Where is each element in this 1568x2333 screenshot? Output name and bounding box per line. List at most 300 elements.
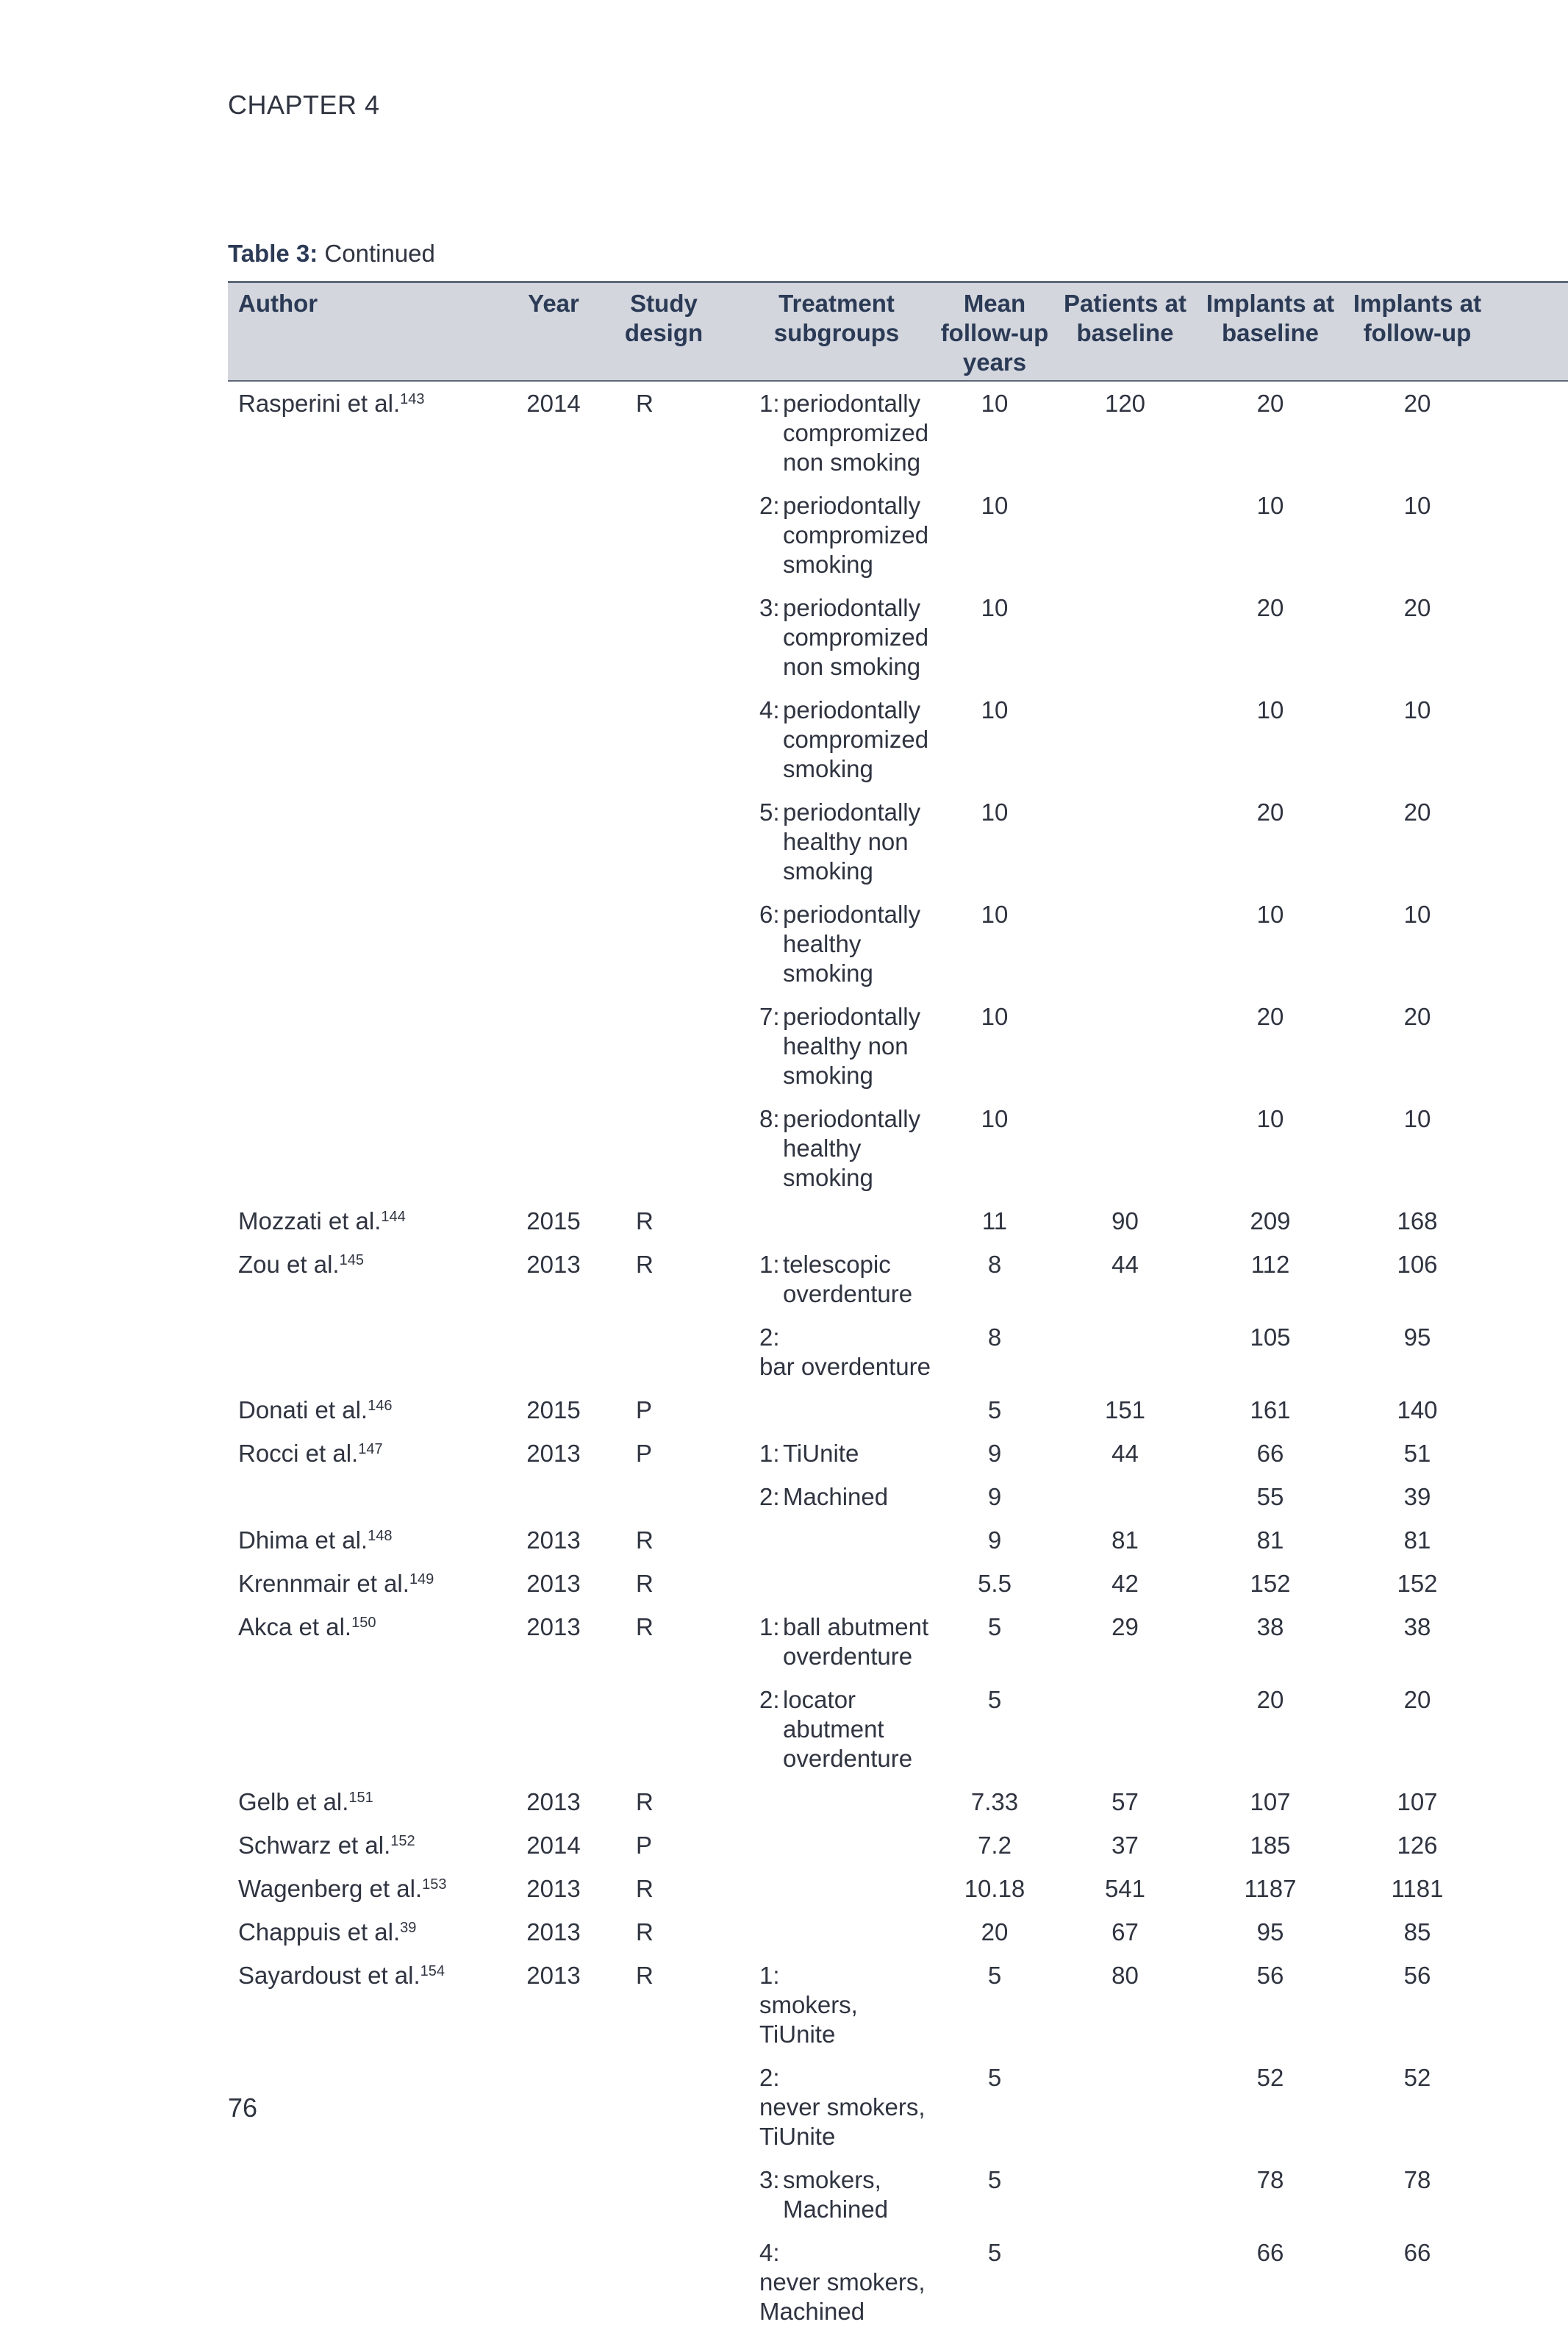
treatment-cell bbox=[737, 1315, 936, 1388]
patients-baseline-cell: 44 bbox=[1111, 1440, 1139, 1467]
year-cell: 2013 bbox=[526, 1526, 581, 1554]
study-design-cell: R bbox=[636, 390, 654, 417]
subgroup-number: 1: bbox=[759, 1251, 780, 1278]
table-row bbox=[228, 1388, 1568, 1432]
implants-followup-cell: 20 bbox=[1403, 390, 1431, 417]
patients-baseline-cell: 80 bbox=[1111, 1962, 1139, 1989]
year-cell bbox=[517, 688, 590, 790]
study-design-cell bbox=[590, 893, 737, 995]
subgroup-number: 2: bbox=[759, 1686, 780, 1713]
table-caption-label: Table 3: bbox=[228, 240, 318, 267]
treatment-cell bbox=[737, 2056, 936, 2158]
table-row bbox=[228, 1678, 1568, 1780]
treatment-cell bbox=[737, 1678, 936, 1780]
mean-followup-cell: 5 bbox=[987, 1686, 1002, 1713]
study-design-cell: R bbox=[636, 1788, 654, 1815]
treatment-cell bbox=[737, 1199, 936, 1243]
patients-baseline-cell: 57 bbox=[1111, 1788, 1139, 1815]
table-row bbox=[228, 893, 1568, 995]
implants-baseline-cell: 10 bbox=[1256, 901, 1284, 928]
row-spacer bbox=[1491, 381, 1568, 484]
mean-followup-cell: 9 bbox=[987, 1440, 1002, 1467]
implants-followup-cell: 78 bbox=[1403, 2166, 1431, 2193]
mean-followup-cell: 10 bbox=[981, 1105, 1009, 1132]
reference-number: 145 bbox=[339, 1252, 364, 1268]
table-row bbox=[228, 1475, 1568, 1518]
implants-followup-cell: 106 bbox=[1397, 1251, 1438, 1278]
author-cell bbox=[228, 790, 517, 893]
implants-followup-cell: 140 bbox=[1397, 1396, 1438, 1423]
row-spacer bbox=[1491, 1867, 1568, 1910]
author-cell bbox=[228, 1315, 517, 1388]
patients-baseline-cell: 90 bbox=[1111, 1207, 1139, 1235]
implants-baseline-cell: 20 bbox=[1256, 1686, 1284, 1713]
study-design-cell bbox=[590, 790, 737, 893]
author-cell bbox=[228, 893, 517, 995]
subgroup-label: never smokers, Machined bbox=[759, 2268, 926, 2325]
treatment-cell bbox=[737, 586, 936, 688]
subgroup-number: 6: bbox=[759, 901, 780, 928]
subgroup-number: 2: bbox=[759, 2064, 780, 2091]
table-row bbox=[228, 1432, 1568, 1475]
subgroup-label: Machined bbox=[783, 1483, 889, 1510]
author-cell bbox=[228, 1605, 517, 1678]
table-caption bbox=[228, 240, 435, 268]
implants-followup-cell: 81 bbox=[1403, 1526, 1431, 1554]
table-row bbox=[228, 1315, 1568, 1388]
year-cell bbox=[517, 2231, 590, 2333]
author-name: Akca et al. bbox=[238, 1613, 352, 1640]
year-cell bbox=[517, 1678, 590, 1780]
implants-followup-cell: 20 bbox=[1403, 594, 1431, 621]
implants-followup-cell: 10 bbox=[1403, 696, 1431, 724]
table-caption-text: Continued bbox=[318, 240, 435, 267]
row-spacer bbox=[1491, 586, 1568, 688]
implants-baseline-cell: 10 bbox=[1256, 696, 1284, 724]
row-spacer bbox=[1491, 2231, 1568, 2333]
implants-baseline-cell: 161 bbox=[1250, 1396, 1291, 1423]
column-header: Author bbox=[228, 282, 517, 382]
implants-baseline-cell: 105 bbox=[1250, 1323, 1291, 1351]
mean-followup-cell: 10 bbox=[981, 492, 1009, 519]
year-cell: 2013 bbox=[526, 1251, 581, 1278]
row-spacer bbox=[1491, 893, 1568, 995]
implants-baseline-cell: 10 bbox=[1256, 1105, 1284, 1132]
row-spacer bbox=[1491, 1475, 1568, 1518]
table-row bbox=[228, 1243, 1568, 1315]
implants-baseline-cell: 78 bbox=[1256, 2166, 1284, 2193]
study-design-cell: R bbox=[636, 1526, 654, 1554]
author-name: Donati et al. bbox=[238, 1396, 368, 1423]
year-cell: 2013 bbox=[526, 1613, 581, 1640]
implants-baseline-cell: 66 bbox=[1256, 2239, 1284, 2266]
treatment-cell bbox=[737, 484, 936, 586]
study-design-cell bbox=[590, 2231, 737, 2333]
table-row bbox=[228, 995, 1568, 1097]
reference-number: 144 bbox=[381, 1209, 406, 1225]
study-design-cell: R bbox=[636, 1207, 654, 1235]
subgroup-number: 2: bbox=[759, 492, 780, 519]
author-cell bbox=[228, 1562, 517, 1605]
mean-followup-cell: 10 bbox=[981, 798, 1009, 826]
mean-followup-cell: 5 bbox=[987, 1613, 1002, 1640]
subgroup-label: periodontally compromized smoking bbox=[783, 492, 929, 578]
reference-number: 149 bbox=[409, 1571, 434, 1587]
author-name: Zou et al. bbox=[238, 1251, 340, 1278]
patients-baseline-cell: 120 bbox=[1104, 390, 1146, 417]
implants-baseline-cell: 56 bbox=[1256, 1962, 1284, 1989]
column-header: Study design bbox=[590, 282, 737, 382]
row-spacer bbox=[1491, 2158, 1568, 2231]
subgroup-label: smokers, TiUnite bbox=[759, 1991, 858, 2048]
author-name: Gelb et al. bbox=[238, 1788, 349, 1815]
subgroup-label: periodontally healthy non smoking bbox=[783, 1003, 921, 1089]
table-row bbox=[228, 2056, 1568, 2158]
study-design-cell: R bbox=[636, 1570, 654, 1597]
study-design-cell: R bbox=[636, 1875, 654, 1902]
subgroup-number: 3: bbox=[759, 594, 780, 621]
table-row bbox=[228, 381, 1568, 484]
author-cell bbox=[228, 1432, 517, 1475]
mean-followup-cell: 9 bbox=[987, 1483, 1002, 1510]
row-spacer bbox=[1491, 1562, 1568, 1605]
table-row bbox=[228, 1562, 1568, 1605]
reference-number: 143 bbox=[400, 391, 425, 407]
table-row bbox=[228, 1097, 1568, 1199]
implants-followup-cell: 1181 bbox=[1391, 1875, 1444, 1902]
mean-followup-cell: 5 bbox=[987, 1962, 1002, 1989]
row-spacer bbox=[1491, 1097, 1568, 1199]
author-cell bbox=[228, 1678, 517, 1780]
subgroup-number: 1: bbox=[759, 1440, 780, 1467]
implants-baseline-cell: 112 bbox=[1250, 1251, 1290, 1278]
study-design-cell: P bbox=[636, 1396, 653, 1423]
year-cell bbox=[517, 2158, 590, 2231]
subgroup-number: 2: bbox=[759, 1483, 780, 1510]
implants-followup-cell: 152 bbox=[1397, 1570, 1438, 1597]
study-design-cell bbox=[590, 586, 737, 688]
study-design-cell: P bbox=[636, 1440, 653, 1467]
row-spacer bbox=[1491, 1243, 1568, 1315]
year-cell: 2013 bbox=[526, 1440, 581, 1467]
treatment-cell bbox=[737, 1097, 936, 1199]
column-header: Mean follow-up years bbox=[936, 282, 1053, 382]
author-name: Rocci et al. bbox=[238, 1440, 359, 1467]
year-cell bbox=[517, 1097, 590, 1199]
page-number: 76 bbox=[228, 2093, 258, 2123]
table-row bbox=[228, 1605, 1568, 1678]
reference-number: 150 bbox=[351, 1615, 376, 1631]
implants-followup-cell: 85 bbox=[1403, 1918, 1431, 1946]
results-table bbox=[228, 281, 1568, 2333]
patients-baseline-cell: 29 bbox=[1111, 1613, 1139, 1640]
subgroup-label: bar overdenture bbox=[759, 1353, 931, 1380]
study-design-cell bbox=[590, 484, 737, 586]
mean-followup-cell: 5 bbox=[987, 2064, 1002, 2091]
year-cell bbox=[517, 893, 590, 995]
implants-baseline-cell: 38 bbox=[1256, 1613, 1284, 1640]
mean-followup-cell: 10 bbox=[981, 696, 1009, 724]
implants-baseline-cell: 10 bbox=[1256, 492, 1284, 519]
treatment-cell bbox=[737, 1518, 936, 1562]
patients-baseline-cell: 151 bbox=[1104, 1396, 1146, 1423]
treatment-cell bbox=[737, 995, 936, 1097]
reference-number: 151 bbox=[348, 1790, 373, 1806]
patients-baseline-cell: 42 bbox=[1111, 1570, 1139, 1597]
author-cell bbox=[228, 484, 517, 586]
author-name: Mozzati et al. bbox=[238, 1207, 382, 1235]
subgroup-label: TiUnite bbox=[783, 1440, 859, 1467]
column-header: Implants at baseline bbox=[1197, 282, 1344, 382]
table-row bbox=[228, 2231, 1568, 2333]
study-design-cell bbox=[590, 2056, 737, 2158]
patients-baseline-cell: 81 bbox=[1111, 1526, 1139, 1554]
row-spacer bbox=[1491, 2056, 1568, 2158]
treatment-cell bbox=[737, 2158, 936, 2231]
mean-followup-cell: 8 bbox=[987, 1251, 1002, 1278]
row-spacer bbox=[1491, 1432, 1568, 1475]
implants-baseline-cell: 20 bbox=[1256, 594, 1284, 621]
column-header: Year bbox=[517, 282, 590, 382]
column-header: Implants at follow-up bbox=[1344, 282, 1491, 382]
year-cell bbox=[517, 995, 590, 1097]
implants-followup-cell: 20 bbox=[1403, 798, 1431, 826]
implants-baseline-cell: 152 bbox=[1250, 1570, 1291, 1597]
author-cell bbox=[228, 2056, 517, 2158]
subgroup-label: periodontally compromized non smoking bbox=[783, 390, 929, 476]
mean-followup-cell: 5 bbox=[987, 1396, 1002, 1423]
patients-baseline-cell bbox=[1053, 1475, 1197, 1518]
year-cell: 2013 bbox=[526, 1918, 581, 1946]
table-row bbox=[228, 484, 1568, 586]
author-cell bbox=[228, 381, 517, 484]
implants-followup-cell: 107 bbox=[1397, 1788, 1438, 1815]
patients-baseline-cell: 37 bbox=[1111, 1832, 1139, 1859]
row-spacer bbox=[1491, 1780, 1568, 1823]
patients-baseline-cell bbox=[1053, 790, 1197, 893]
row-spacer bbox=[1491, 790, 1568, 893]
reference-number: 148 bbox=[368, 1528, 393, 1544]
subgroup-label: telescopic overdenture bbox=[783, 1251, 913, 1307]
implants-followup-cell: 10 bbox=[1403, 1105, 1431, 1132]
subgroup-label: periodontally compromized smoking bbox=[783, 696, 929, 782]
author-cell bbox=[228, 586, 517, 688]
implants-followup-cell: 38 bbox=[1403, 1613, 1431, 1640]
subgroup-number: 1: bbox=[759, 1613, 780, 1640]
mean-followup-cell: 10 bbox=[981, 594, 1009, 621]
row-spacer bbox=[1491, 1199, 1568, 1243]
year-cell: 2014 bbox=[526, 1832, 581, 1859]
patients-baseline-cell bbox=[1053, 2158, 1197, 2231]
mean-followup-cell: 5 bbox=[987, 2166, 1002, 2193]
patients-baseline-cell bbox=[1053, 1315, 1197, 1388]
subgroup-label: periodontally healthy smoking bbox=[783, 901, 921, 987]
treatment-cell bbox=[737, 1867, 936, 1910]
patients-baseline-cell bbox=[1053, 688, 1197, 790]
table-body bbox=[228, 381, 1568, 2333]
treatment-cell bbox=[737, 1910, 936, 1954]
year-cell: 2013 bbox=[526, 1962, 581, 1989]
table-row bbox=[228, 1518, 1568, 1562]
author-cell bbox=[228, 1475, 517, 1518]
year-cell: 2014 bbox=[526, 390, 581, 417]
author-cell bbox=[228, 1518, 517, 1562]
author-cell bbox=[228, 1867, 517, 1910]
treatment-cell bbox=[737, 688, 936, 790]
implants-baseline-cell: 185 bbox=[1250, 1832, 1291, 1859]
study-design-cell bbox=[590, 1475, 737, 1518]
table-row bbox=[228, 1823, 1568, 1867]
implants-baseline-cell: 95 bbox=[1256, 1918, 1284, 1946]
author-name: Schwarz et al. bbox=[238, 1832, 391, 1859]
author-name: Krennmair et al. bbox=[238, 1570, 409, 1597]
row-spacer bbox=[1491, 688, 1568, 790]
reference-number: 153 bbox=[422, 1876, 447, 1893]
year-cell: 2013 bbox=[526, 1788, 581, 1815]
implants-baseline-cell: 20 bbox=[1256, 1003, 1284, 1030]
author-name: Sayardoust et al. bbox=[238, 1962, 420, 1989]
subgroup-label: ball abutment overdenture bbox=[783, 1613, 929, 1670]
author-name: Rasperini et al. bbox=[238, 390, 401, 417]
subgroup-label: periodontally healthy smoking bbox=[783, 1105, 921, 1191]
patients-baseline-cell bbox=[1053, 1678, 1197, 1780]
table-row bbox=[228, 1867, 1568, 1910]
treatment-cell bbox=[737, 1388, 936, 1432]
subgroup-label: periodontally compromized non smoking bbox=[783, 594, 929, 680]
patients-baseline-cell bbox=[1053, 995, 1197, 1097]
treatment-cell bbox=[737, 893, 936, 995]
row-spacer bbox=[1491, 1605, 1568, 1678]
study-design-cell: R bbox=[636, 1962, 654, 1989]
implants-followup-cell: 168 bbox=[1397, 1207, 1438, 1235]
study-design-cell: P bbox=[636, 1832, 653, 1859]
subgroup-label: periodontally healthy non smoking bbox=[783, 798, 921, 885]
chapter-heading: CHAPTER 4 bbox=[228, 90, 380, 120]
table-row bbox=[228, 688, 1568, 790]
implants-followup-cell: 56 bbox=[1403, 1962, 1431, 1989]
patients-baseline-cell bbox=[1053, 484, 1197, 586]
treatment-cell bbox=[737, 1954, 936, 2056]
author-cell bbox=[228, 995, 517, 1097]
mean-followup-cell: 5.5 bbox=[978, 1570, 1012, 1597]
table-row bbox=[228, 1199, 1568, 1243]
treatment-cell bbox=[737, 1243, 936, 1315]
header-spacer bbox=[1491, 282, 1568, 382]
mean-followup-cell: 7.33 bbox=[970, 1788, 1019, 1815]
study-design-cell bbox=[590, 1315, 737, 1388]
author-cell bbox=[228, 1954, 517, 2056]
row-spacer bbox=[1491, 1678, 1568, 1780]
patients-baseline-cell bbox=[1053, 586, 1197, 688]
subgroup-number: 7: bbox=[759, 1003, 780, 1030]
reference-number: 152 bbox=[390, 1833, 415, 1849]
implants-baseline-cell: 209 bbox=[1250, 1207, 1291, 1235]
reference-number: 154 bbox=[420, 1963, 445, 1979]
treatment-cell bbox=[737, 381, 936, 484]
subgroup-number: 8: bbox=[759, 1105, 780, 1132]
column-header: Treatment subgroups bbox=[737, 282, 936, 382]
author-cell bbox=[228, 2231, 517, 2333]
subgroup-label: locator abutment overdenture bbox=[783, 1686, 913, 1772]
patients-baseline-cell bbox=[1053, 893, 1197, 995]
subgroup-number: 1: bbox=[759, 1962, 780, 1989]
row-spacer bbox=[1491, 484, 1568, 586]
row-spacer bbox=[1491, 1823, 1568, 1867]
implants-followup-cell: 20 bbox=[1403, 1003, 1431, 1030]
table-row bbox=[228, 1780, 1568, 1823]
table-row bbox=[228, 790, 1568, 893]
patients-baseline-cell: 44 bbox=[1111, 1251, 1139, 1278]
table-row bbox=[228, 1910, 1568, 1954]
author-cell bbox=[228, 688, 517, 790]
mean-followup-cell: 20 bbox=[981, 1918, 1009, 1946]
treatment-cell bbox=[737, 1475, 936, 1518]
subgroup-number: 5: bbox=[759, 798, 780, 826]
table-row bbox=[228, 586, 1568, 688]
row-spacer bbox=[1491, 1518, 1568, 1562]
row-spacer bbox=[1491, 1315, 1568, 1388]
author-cell bbox=[228, 1910, 517, 1954]
mean-followup-cell: 5 bbox=[987, 2239, 1002, 2266]
subgroup-label: smokers, Machined bbox=[783, 2166, 889, 2223]
row-spacer bbox=[1491, 1388, 1568, 1432]
study-design-cell bbox=[590, 1678, 737, 1780]
mean-followup-cell: 11 bbox=[981, 1207, 1008, 1235]
treatment-cell bbox=[737, 1780, 936, 1823]
author-cell bbox=[228, 1243, 517, 1315]
table-header-row bbox=[228, 282, 1568, 382]
year-cell: 2015 bbox=[526, 1396, 581, 1423]
implants-baseline-cell: 52 bbox=[1256, 2064, 1284, 2091]
study-design-cell: R bbox=[636, 1251, 654, 1278]
year-cell bbox=[517, 1315, 590, 1388]
treatment-cell bbox=[737, 1432, 936, 1475]
author-cell bbox=[228, 1388, 517, 1432]
reference-number: 147 bbox=[358, 1441, 383, 1457]
implants-baseline-cell: 20 bbox=[1256, 798, 1284, 826]
implants-baseline-cell: 81 bbox=[1256, 1526, 1284, 1554]
implants-followup-cell: 66 bbox=[1403, 2239, 1431, 2266]
row-spacer bbox=[1491, 1954, 1568, 2056]
author-name: Chappuis et al. bbox=[238, 1918, 401, 1946]
reference-number: 146 bbox=[368, 1398, 393, 1414]
year-cell: 2015 bbox=[526, 1207, 581, 1235]
year-cell bbox=[517, 790, 590, 893]
subgroup-label: never smokers, TiUnite bbox=[759, 2093, 926, 2150]
study-design-cell bbox=[590, 1097, 737, 1199]
author-cell bbox=[228, 1823, 517, 1867]
author-cell bbox=[228, 1097, 517, 1199]
row-spacer bbox=[1491, 1910, 1568, 1954]
study-design-cell: R bbox=[636, 1613, 654, 1640]
mean-followup-cell: 8 bbox=[987, 1323, 1002, 1351]
year-cell: 2013 bbox=[526, 1570, 581, 1597]
author-cell bbox=[228, 1780, 517, 1823]
patients-baseline-cell bbox=[1053, 2231, 1197, 2333]
implants-followup-cell: 10 bbox=[1403, 492, 1431, 519]
subgroup-number: 4: bbox=[759, 696, 780, 724]
table-row bbox=[228, 2158, 1568, 2231]
reference-number: 39 bbox=[400, 1920, 417, 1936]
mean-followup-cell: 10 bbox=[981, 901, 1009, 928]
implants-baseline-cell: 20 bbox=[1256, 390, 1284, 417]
subgroup-number: 2: bbox=[759, 1323, 780, 1351]
study-design-cell: R bbox=[636, 1918, 654, 1946]
implants-baseline-cell: 55 bbox=[1256, 1483, 1284, 1510]
patients-baseline-cell: 541 bbox=[1104, 1875, 1146, 1902]
mean-followup-cell: 7.2 bbox=[978, 1832, 1012, 1859]
row-spacer bbox=[1491, 995, 1568, 1097]
